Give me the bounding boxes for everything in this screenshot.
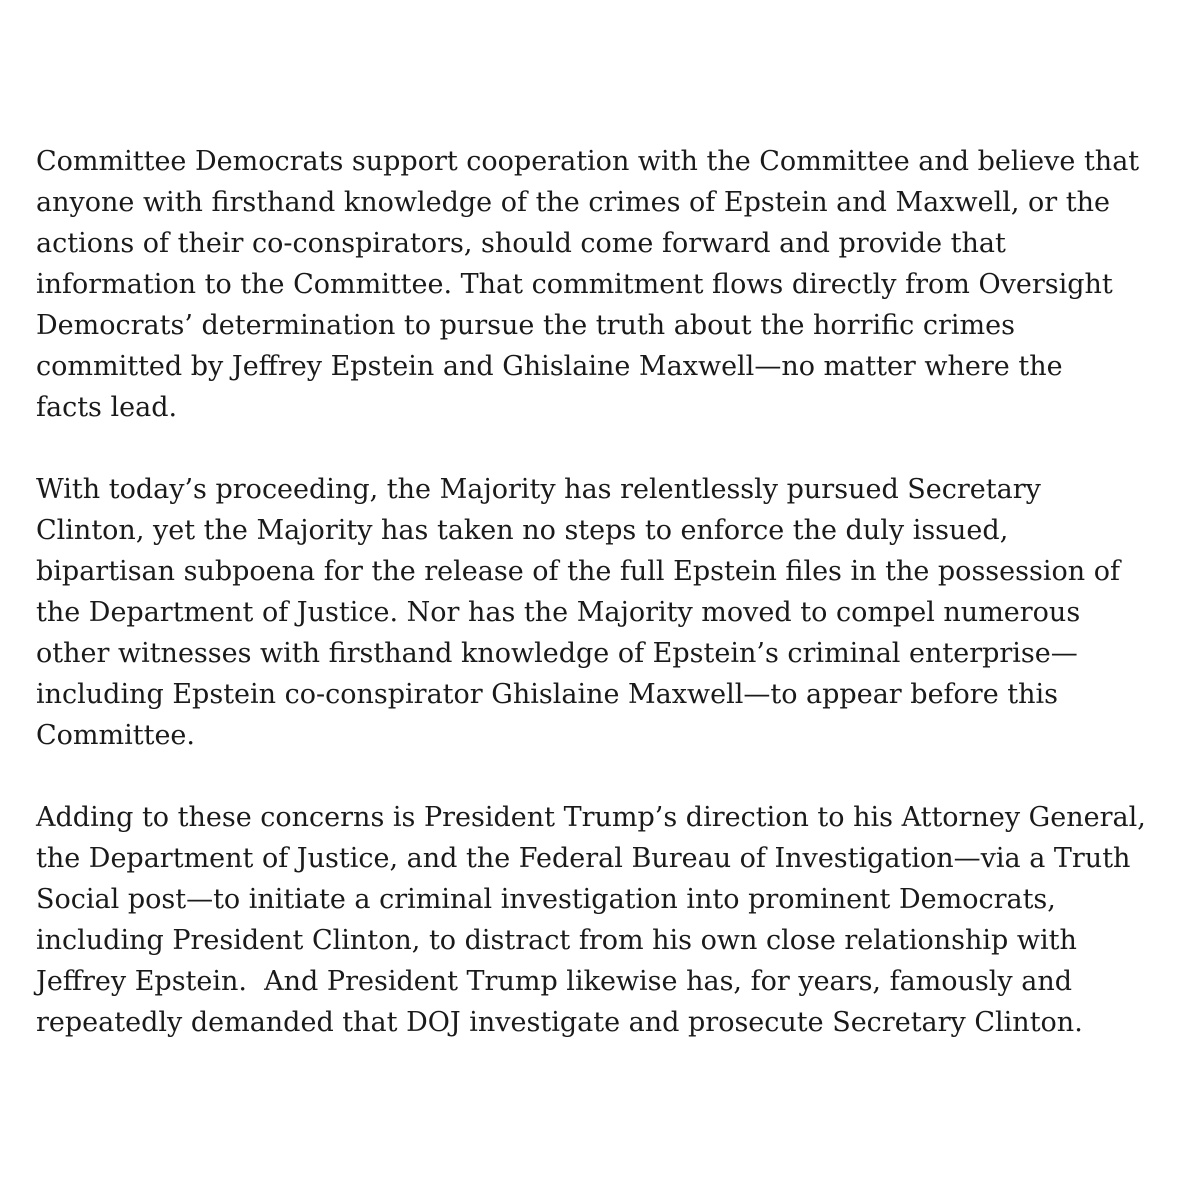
text-line: Committee.	[36, 720, 195, 751]
text-line: actions of their co-conspirators, should come forward and provide that	[36, 228, 1006, 259]
text-line: including President Clinton, to distract from his own close relationship with	[36, 925, 1077, 956]
text-line: With today’s proceeding, the Majority has relentlessly pursued Secretary	[36, 474, 1041, 505]
text-line: Social post—to initiate a criminal investigation into prominent Democrats,	[36, 884, 1056, 915]
text-line: other witnesses with firsthand knowledge of Epstein’s criminal enterprise—	[36, 638, 1078, 669]
text-line: anyone with firsthand knowledge of the crimes of Epstein and Maxwell, or the	[36, 187, 1110, 218]
paragraph-majority-proceeding	[36, 469, 1120, 756]
text-line: Jeffrey Epstein. And President Trump likewise has, for years, famously and	[36, 966, 1073, 997]
paragraph-committee-cooperation	[36, 141, 1139, 428]
text-line: the Department of Justice, and the Federal Bureau of Investigation—via a Truth	[36, 843, 1131, 874]
text-line: Committee Democrats support cooperation with the Committee and believe that	[36, 146, 1140, 177]
text-line: facts lead.	[36, 392, 178, 423]
text-line: committed by Jeffrey Epstein and Ghislaine Maxwell—no matter where the	[36, 351, 1063, 382]
paragraph-trump-direction	[36, 797, 1146, 1043]
text-line: Clinton, yet the Majority has taken no steps to enforce the duly issued,	[36, 515, 1009, 546]
text-line: the Department of Justice. Nor has the Majority moved to compel numerous	[36, 597, 1081, 628]
text-line: including Epstein co-conspirator Ghislaine Maxwell—to appear before this	[36, 679, 1058, 710]
text-line: information to the Committee. That commitment flows directly from Oversight	[36, 269, 1113, 300]
text-line: bipartisan subpoena for the release of the full Epstein files in the possession of	[36, 556, 1120, 587]
text-line: Democrats’ determination to pursue the truth about the horrific crimes	[36, 310, 1015, 341]
text-line: Adding to these concerns is President Trump’s direction to his Attorney General,	[36, 802, 1146, 833]
text-line: repeatedly demanded that DOJ investigate and prosecute Secretary Clinton.	[36, 1007, 1083, 1038]
